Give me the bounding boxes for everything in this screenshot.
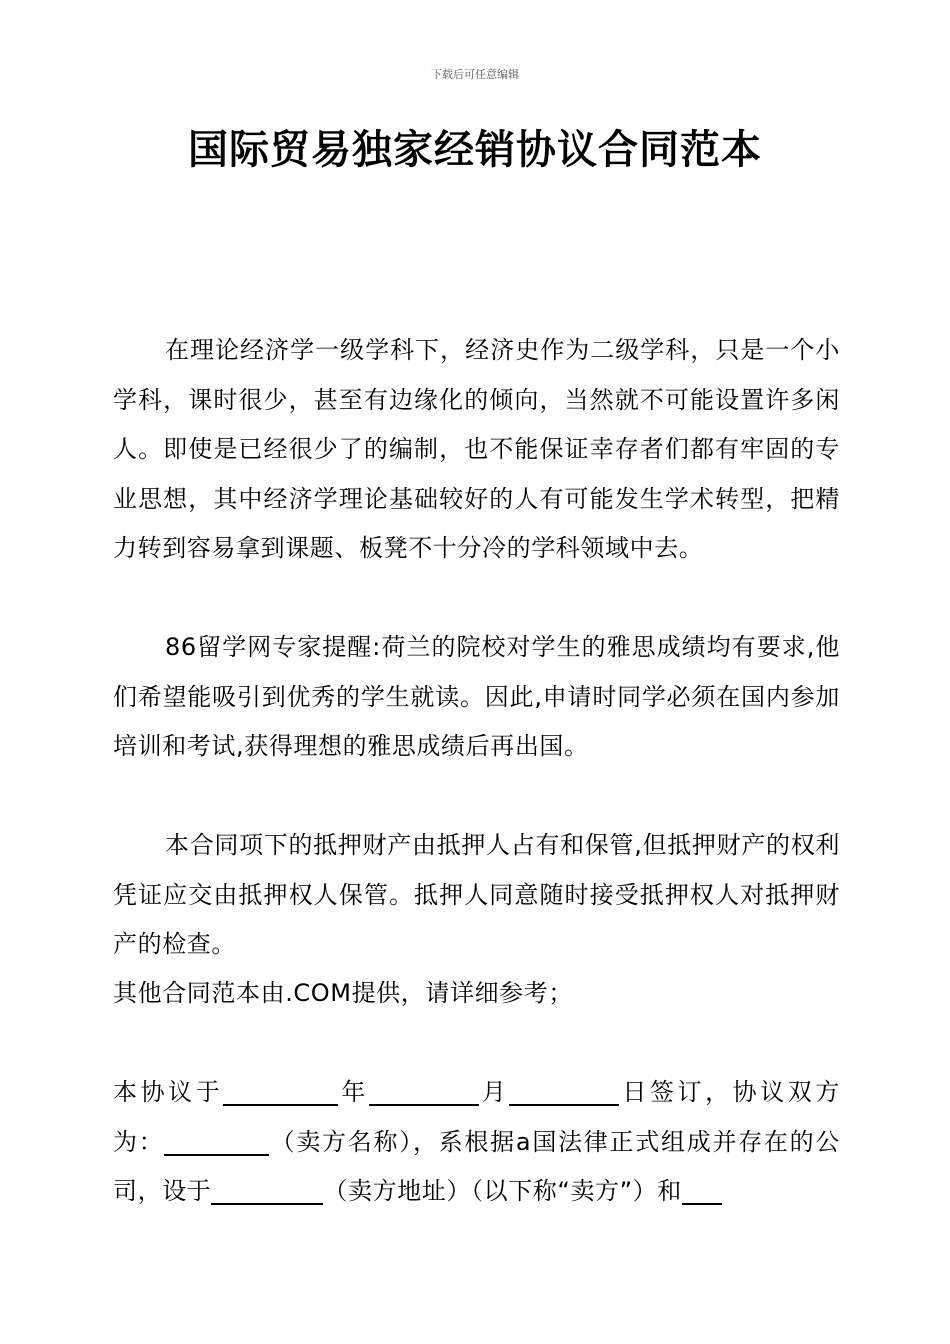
header-note: 下载后可任意编辑 bbox=[431, 68, 519, 81]
document-title: 国际贸易独家经销协议合同范本 bbox=[188, 127, 762, 173]
seller-name-blank bbox=[164, 1127, 269, 1156]
agreement-text-2: 年 bbox=[338, 1078, 369, 1106]
year-blank bbox=[223, 1077, 338, 1106]
agreement-text-6: （卖方地址）（以下称“卖方”）和 bbox=[323, 1177, 682, 1205]
seller-address-blank bbox=[211, 1176, 323, 1205]
agreement-clause bbox=[113, 1068, 840, 1217]
agreement-text-1: 本协议于 bbox=[113, 1078, 224, 1106]
paragraph-mortgage: 本合同项下的抵押财产由抵押人占有和保管,但抵押财产的权利凭证应交由抵押权人保管。抵押人同意随时接受抵押权人对抵押财产的检查。 bbox=[113, 831, 840, 958]
month-blank bbox=[369, 1077, 479, 1106]
agreement-text-3: 月 bbox=[478, 1078, 510, 1106]
paragraph-economics: 在理论经济学一级学科下，经济史作为二级学科，只是一个小学科，课时很少，甚至有边缘化的倾向，当然就不可能设置许多闲人。即使是已经很少了的编制，也不能保证幸存者们都有牢固的专业思想，其中经济学理论基础较好的人有可能发生学术转型，把精力转到容易拿到课题、板凳不十分冷的学科领域中去。 bbox=[113, 336, 840, 562]
paragraph-study-abroad: 86留学网专家提醒:荷兰的院校对学生的雅思成绩均有要求,他们希望能吸引到优秀的学生就读。因此,申请时同学必须在国内参加培训和考试,获得理想的雅思成绩后再出国。 bbox=[113, 633, 840, 760]
buyer-name-blank bbox=[682, 1176, 722, 1205]
agreement-text-5: （卖方名称），系根据a国法律正式组成并存在的公司，设于 bbox=[113, 1127, 840, 1205]
day-blank bbox=[509, 1077, 619, 1106]
agreement-text-4: 日签订，协议双方为： bbox=[113, 1078, 840, 1156]
paragraph-reference-note: 其他合同范本由.COM提供，请详细参考； bbox=[113, 979, 573, 1007]
